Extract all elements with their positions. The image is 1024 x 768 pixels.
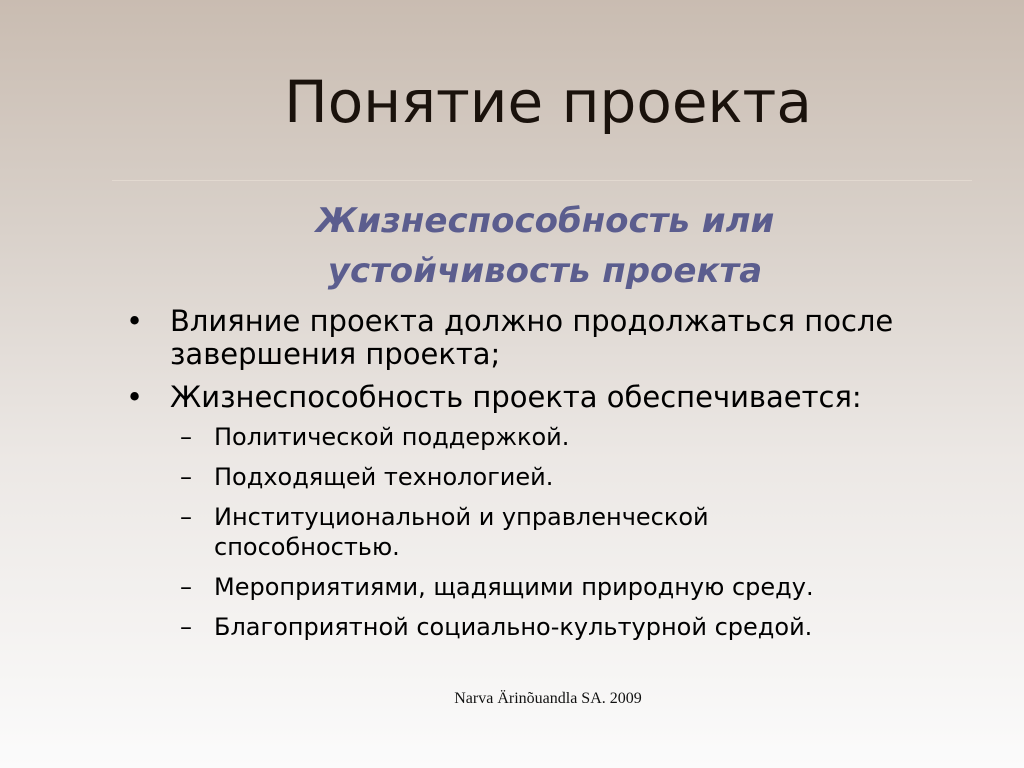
slide-title: Понятие проекта: [284, 68, 812, 136]
bullet-text: Жизнеспособность проекта обеспечивается:: [170, 380, 862, 414]
bullet-text: Влияние проекта должно продолжаться после завершения проекта;: [170, 304, 894, 371]
sub-bullet-technology: [170, 462, 854, 492]
bullet-marker: •: [126, 304, 144, 338]
dash-marker: –: [180, 423, 192, 451]
sub-bullet-text: Политической поддержкой.: [214, 423, 570, 451]
slide-subtitle: [200, 196, 890, 296]
subtitle-line-1: Жизнеспособность или: [315, 201, 775, 241]
sub-bullet-text: Институциональной и управленческой способностью.: [214, 503, 709, 561]
dash-marker: –: [180, 503, 192, 531]
sub-bullet-text: Благоприятной социально-культурной средой.: [214, 613, 813, 641]
title-divider: [112, 180, 972, 181]
slide-footer: Narva Ärinõuandla SA. 2009: [454, 690, 642, 707]
sub-bullet-text: Мероприятиями, щадящими природную среду.: [214, 573, 814, 601]
bullet-item-impact: [126, 305, 986, 371]
sub-bullet-sociocultural: [170, 612, 914, 642]
dash-marker: –: [180, 613, 192, 641]
sub-bullet-list: [170, 422, 986, 642]
dash-marker: –: [180, 573, 192, 601]
subtitle-line-2: устойчивость проекта: [327, 251, 763, 291]
bullet-list: [126, 305, 986, 652]
sub-bullet-institutional-capacity: [170, 502, 854, 562]
bullet-item-viability: [126, 381, 986, 642]
dash-marker: –: [180, 463, 192, 491]
bullet-marker: •: [126, 380, 144, 414]
sub-bullet-political-support: [170, 422, 854, 452]
sub-bullet-text: Подходящей технологией.: [214, 463, 554, 491]
sub-bullet-environment: [170, 572, 914, 602]
